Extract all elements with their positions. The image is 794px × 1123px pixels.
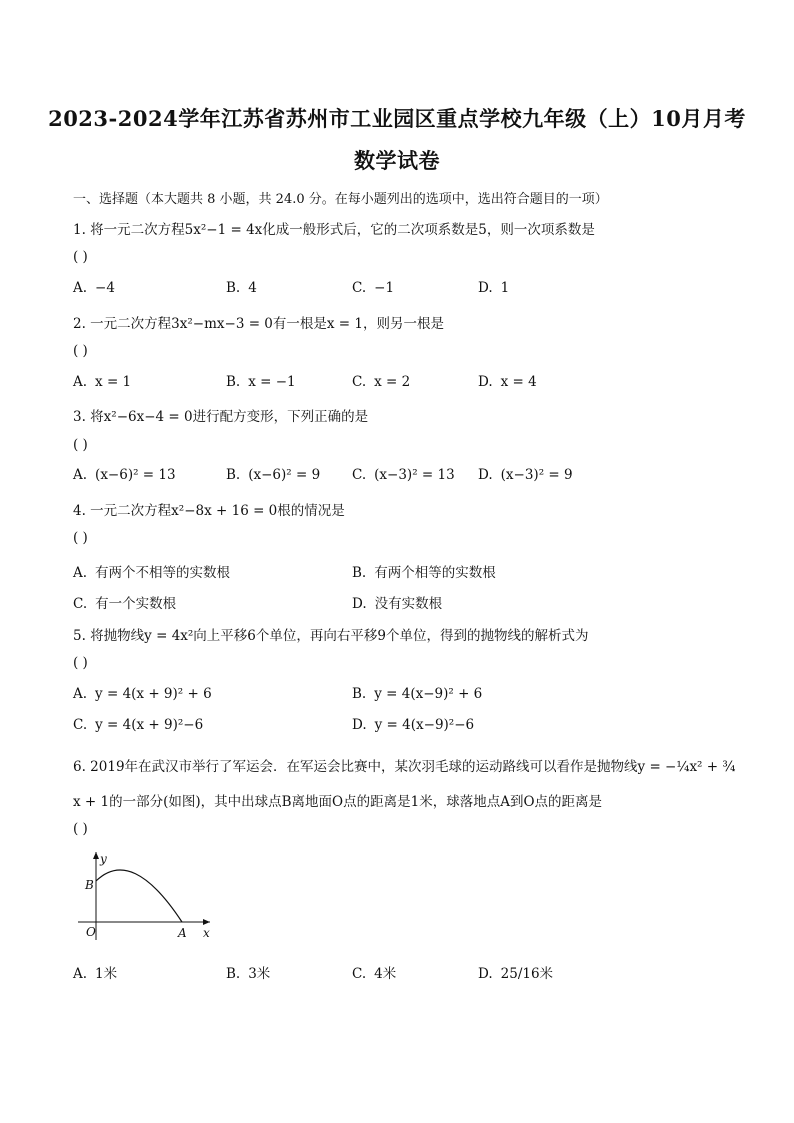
question-5-stem: 5. 将抛物线y = 4x²向上平移6个单位，再向右平移9个单位，得到的抛物线的解析式为 (73, 628, 589, 644)
q6-option-d: D. 25/16米 (478, 966, 554, 982)
q2-option-a: A. x = 1 (73, 374, 132, 390)
q3-option-b: B. (x−6)² = 9 (226, 467, 321, 483)
q1-option-c: C. −1 (352, 280, 395, 296)
question-5-paren: ( ) (73, 655, 88, 671)
q3-option-d: D. (x−3)² = 9 (478, 467, 573, 483)
q2-option-c: C. x = 2 (352, 374, 411, 390)
exam-title-line1: 2023-2024学年江苏省苏州市工业园区重点学校九年级（上）10月月考 (48, 106, 746, 131)
q6-option-c: C. 4米 (352, 966, 397, 982)
q5-option-d: D. y = 4(x−9)²−6 (352, 717, 475, 733)
parabola-figure (70, 848, 220, 943)
q1-option-a: A. −4 (73, 280, 115, 296)
q2-option-d: D. x = 4 (478, 374, 537, 390)
x-axis-arrow (203, 919, 210, 925)
question-3-paren: ( ) (73, 437, 88, 453)
q5-option-c: C. y = 4(x + 9)²−6 (73, 717, 204, 733)
label-x: x (203, 926, 210, 940)
label-a: A (178, 926, 187, 940)
q5-option-b: B. y = 4(x−9)² + 6 (352, 686, 483, 702)
q3-option-c: C. (x−3)² = 13 (352, 467, 455, 483)
q4-option-a: A. 有两个不相等的实数根 (73, 565, 231, 581)
q3-option-a: A. (x−6)² = 13 (73, 467, 176, 483)
label-o: O (86, 925, 96, 939)
parabola-curve (96, 870, 182, 922)
question-6-stem-cont: x + 1的一部分(如图)，其中出球点B离地面O点的距离是1米，球落地点A到O点的距离是 (73, 794, 603, 810)
q6-option-b: B. 3米 (226, 966, 271, 982)
q5-option-a: A. y = 4(x + 9)² + 6 (73, 686, 212, 702)
q1-option-d: D. 1 (478, 280, 510, 296)
question-4-stem: 4. 一元二次方程x²−8x + 16 = 0根的情况是 (73, 503, 345, 519)
question-1-stem: 1. 将一元二次方程5x²−1 = 4x化成一般形式后，它的二次项系数是5，则一次项系数是 (73, 222, 595, 238)
question-1-paren: ( ) (73, 249, 88, 265)
section-heading: 一、选择题（本大题共 8 小题，共 24.0 分。在每小题列出的选项中，选出符合题目的一项） (73, 192, 608, 207)
exam-title-line2: 数学试卷 (354, 148, 440, 173)
question-2-paren: ( ) (73, 343, 88, 359)
q2-option-b: B. x = −1 (226, 374, 296, 390)
label-b: B (85, 878, 94, 892)
question-6-stem: 6. 2019年在武汉市举行了军运会．在军运会比赛中，某次羽毛球的运动路线可以看作是抛物线y = −¼x² + ¾ (73, 759, 736, 775)
label-y: y (100, 852, 107, 866)
q4-option-b: B. 有两个相等的实数根 (352, 565, 496, 581)
question-6-paren: ( ) (73, 821, 88, 837)
question-3-stem: 3. 将x²−6x−4 = 0进行配方变形，下列正确的是 (73, 409, 369, 425)
question-2-stem: 2. 一元二次方程3x²−mx−3 = 0有一根是x = 1，则另一根是 (73, 316, 444, 332)
y-axis-arrow (93, 852, 99, 859)
q4-option-c: C. 有一个实数根 (73, 596, 177, 612)
question-4-paren: ( ) (73, 530, 88, 546)
q1-option-b: B. 4 (226, 280, 257, 296)
q4-option-d: D. 没有实数根 (352, 596, 443, 612)
q6-option-a: A. 1米 (73, 966, 118, 982)
